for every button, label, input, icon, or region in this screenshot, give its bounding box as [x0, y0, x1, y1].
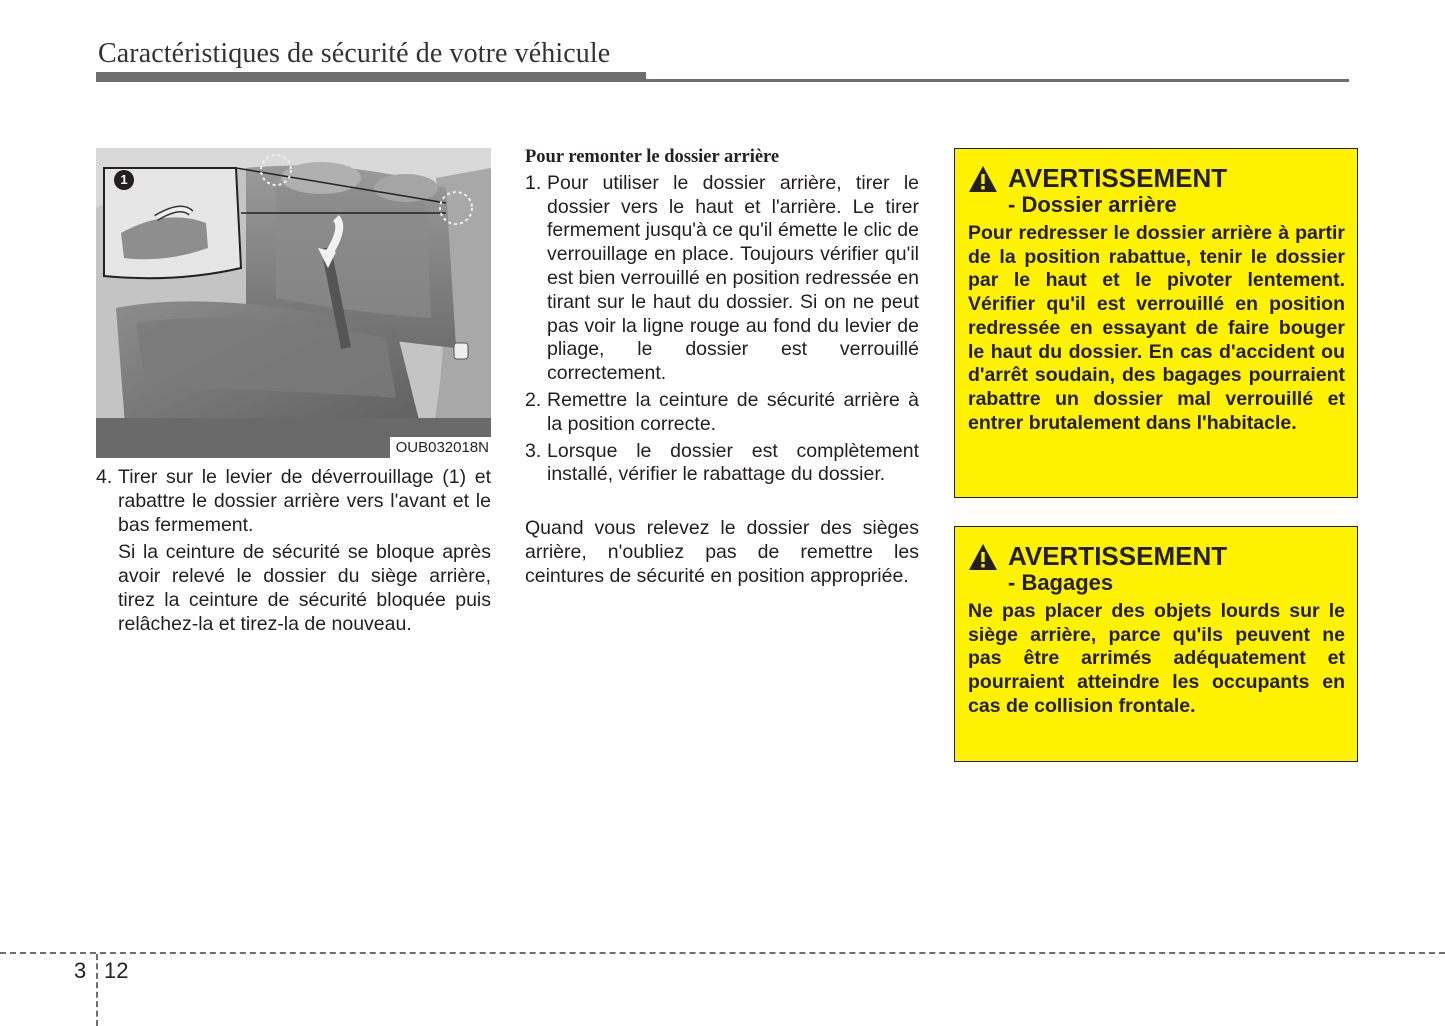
step-text: Remettre la ceinture de sécurité arrière à la position correcte. — [547, 388, 919, 435]
header-rule-thin — [646, 79, 1349, 82]
rear-seat-drawing — [96, 148, 491, 458]
page-number: 12 — [104, 958, 129, 983]
warning-box-dossier — [954, 148, 1358, 498]
footer-rule — [0, 952, 1445, 954]
closing-paragraph: Quand vous relevez le dossier des sièges arrière, n'oubliez pas de remettre les ceintures de sécurité en position appropriée. — [525, 517, 919, 587]
step-number: 3. — [525, 439, 542, 462]
warning-triangle-icon — [968, 543, 998, 571]
list-item — [525, 172, 919, 386]
warning-body: Pour redresser le dossier arrière à partir de la position rabattue, tenir le dossier par le haut et le pivoter lentement. Vérifier qu'il est verrouillé en position redressée en essayant de faire bouger le haut du dossier. En cas d'accident ou d'arrêt soudain, des bagages pourraient rabattre un dossier mal verrouillé et entrer brutalement dans l'habitacle. — [968, 222, 1345, 434]
step-text: Pour utiliser le dossier arrière, tirer le dossier vers le haut et l'arrière. Le tirer fermement jusqu'à ce qu'il émette le clic de verrouillage en place. Toujours vérifier qu'il est bien verrouillé en position redressée en tirant sur le haut du dossier. Si on ne peut pas voir la ligne rouge au fond du levier de pliage, le dossier est verrouillé correctement. — [547, 171, 919, 385]
warning-subtitle: - Bagages — [1008, 570, 1114, 595]
section-heading: Pour remonter le dossier arrière — [525, 147, 780, 167]
list-item — [525, 389, 919, 437]
list-item — [525, 440, 919, 488]
warning-subtitle: - Dossier arrière — [1008, 192, 1177, 217]
left-column — [96, 466, 491, 637]
figure-code: OUB032018N — [390, 437, 491, 458]
list-item — [96, 466, 491, 537]
rear-seat-illustration — [96, 148, 491, 458]
warning-title: AVERTISSEMENT — [1008, 541, 1228, 571]
warning-triangle-icon — [968, 165, 998, 193]
warning-body: Ne pas placer des objets lourds sur le siège arrière, parce qu'ils peuvent ne pas être arrimés adéquatement et pourraient atteindre les occupants en cas de collision frontale. — [968, 600, 1345, 717]
step-number: 4. — [96, 466, 113, 488]
footer-divider — [96, 954, 98, 1026]
step-note: Si la ceinture de sécurité se bloque après avoir relevé le dossier du siège arrière, tirez la ceinture de sécurité bloquée puis relâchez-la et tirez-la de nouveau. — [118, 541, 491, 635]
callout-number-badge: 1 — [114, 170, 134, 190]
page-title: Caractéristiques de sécurité de votre véhicule — [98, 38, 611, 69]
header-rule-thick — [96, 72, 646, 82]
chapter-number: 3 — [74, 958, 87, 983]
step-number: 1. — [525, 171, 542, 194]
step-number: 2. — [525, 388, 542, 411]
middle-column — [525, 146, 919, 589]
warning-box-bagages — [954, 526, 1358, 762]
warning-title: AVERTISSEMENT — [1008, 163, 1228, 193]
step-text: Tirer sur le levier de déverrouillage (1) et rabattre le dossier arrière vers l'avant et le bas fermement. — [118, 466, 491, 536]
step-text: Lorsque le dossier est complètement installé, vérifier le rabattage du dossier. — [547, 439, 919, 486]
